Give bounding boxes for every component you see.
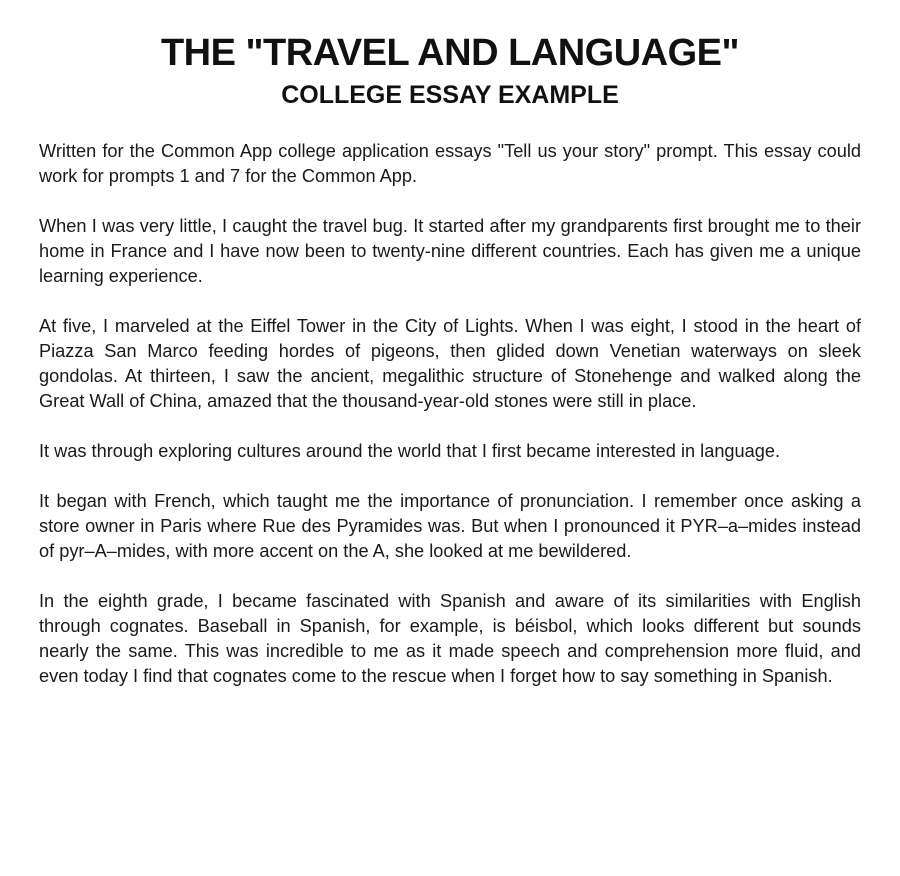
essay-paragraph-intro: Written for the Common App college application essays "Tell us your story" prompt. This essay could work for prompts 1 and 7 for the Common App.	[39, 141, 861, 186]
essay-paragraph-language-interest: It was through exploring cultures around the world that I first became interested in language.	[39, 441, 781, 461]
essay-title: THE "TRAVEL AND LANGUAGE"	[160, 32, 740, 74]
essay-subtitle: COLLEGE ESSAY EXAMPLE	[281, 81, 619, 109]
essay-paragraph-spanish: In the eighth grade, I became fascinated with Spanish and aware of its similarities with English through cognates. Baseball in Spanish, for example, is béisbol, which looks different but sounds nearly the same. This was incredible to me as it made speech and comprehension more fluid, and even today I find that cognates come to the rescue when I forget how to say something in Spanish.	[39, 591, 861, 686]
essay-paragraph-travel-bug: When I was very little, I caught the travel bug. It started after my grandparents first brought me to their home in France and I have now been to twenty-nine different countries. Each has given me a unique learning experience.	[39, 216, 861, 286]
essay-body	[39, 139, 861, 689]
essay-paragraph-french: It began with French, which taught me the importance of pronunciation. I remember once asking a store owner in Paris where Rue des Pyramides was. But when I pronounced it PYR–a–mides instead of pyr–A–mides, with more accent on the A, she looked at me bewildered.	[39, 491, 861, 561]
essay-paragraph-landmarks: At five, I marveled at the Eiffel Tower in the City of Lights. When I was eight, I stood in the heart of Piazza San Marco feeding hordes of pigeons, then glided down Venetian waterways on sleek gondolas. At thirteen, I saw the ancient, megalithic structure of Stonehenge and walked along the Great Wall of China, amazed that the thousand-year-old stones were still in place.	[39, 316, 861, 411]
